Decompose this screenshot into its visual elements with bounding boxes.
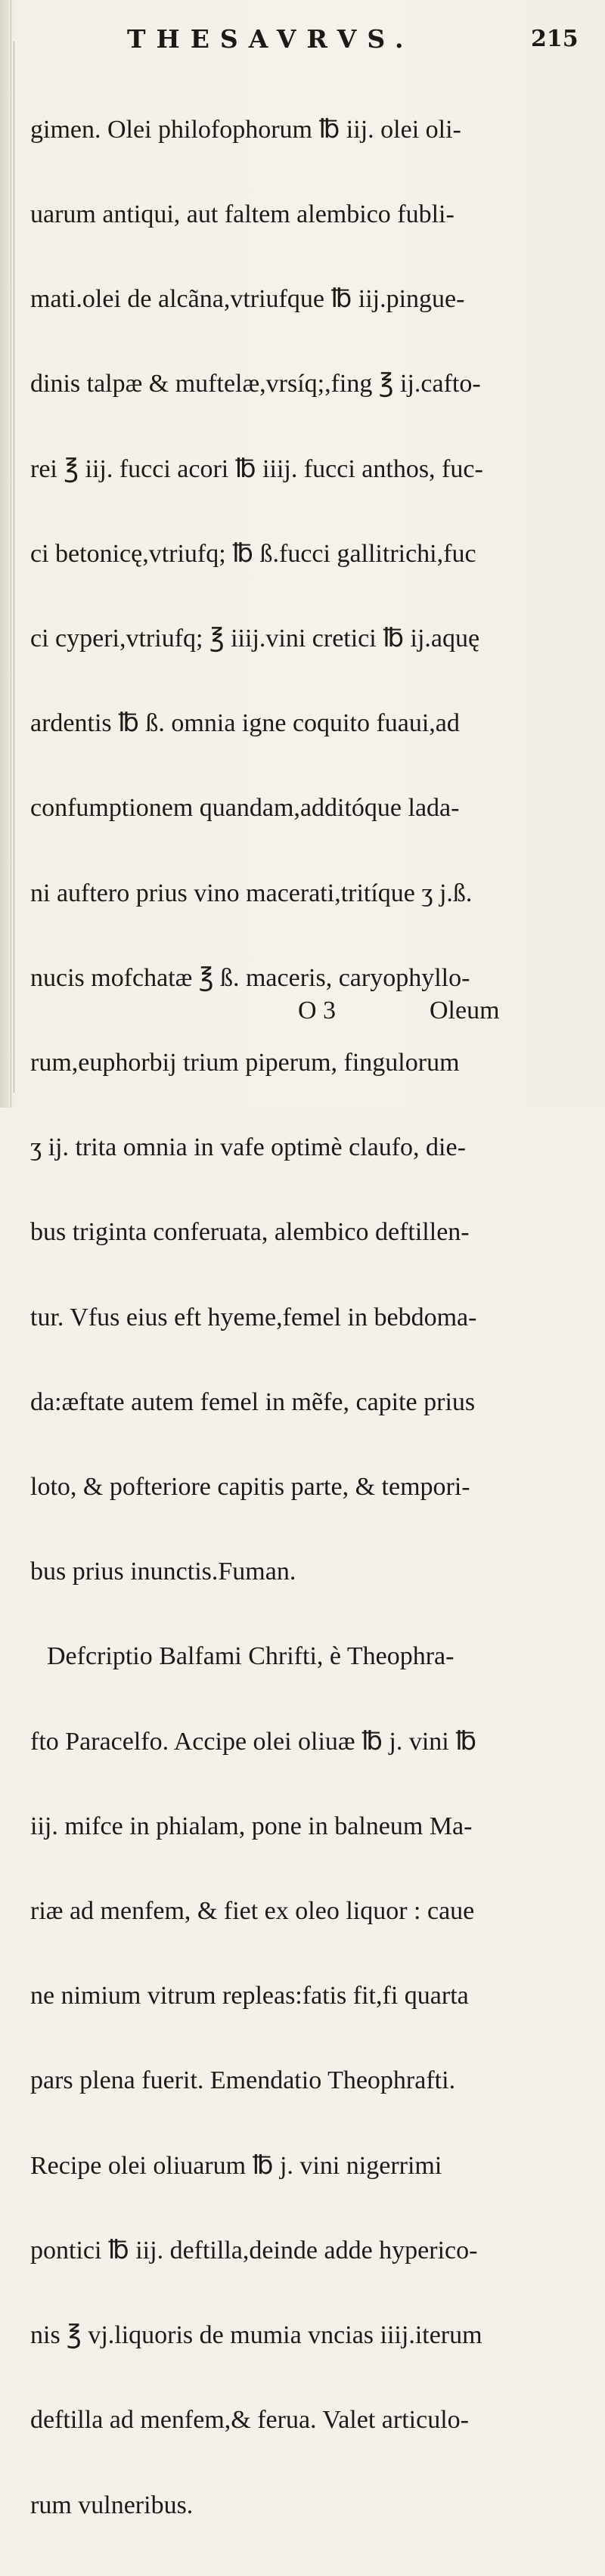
text-line: fto Paracelfo. Accipe olei oliuæ ℔ j. vini ℔ bbox=[30, 1727, 477, 1756]
text-line: nucis mofchatæ ℥ ß. maceris, caryophyllo- bbox=[30, 963, 470, 992]
text-line: loto, & pofteriore capitis parte, & tempori- bbox=[30, 1473, 470, 1502]
text-line: bus triginta conferuata, alembico deftillen- bbox=[30, 1218, 470, 1247]
text-line: da:æftate autem femel in mẽfe, capite prius bbox=[30, 1387, 476, 1416]
catchword: Oleum bbox=[430, 997, 500, 1025]
text-line: rum,euphorbij trium piperum, fingulorum bbox=[30, 1049, 460, 1077]
text-line: iij. mifce in phialam, pone in balneum Ma- bbox=[30, 1812, 473, 1840]
text-line: rei ℥ iij. fucci acori ℔ iiij. fucci anthos, fuc- bbox=[30, 454, 483, 483]
page-number: 215 bbox=[531, 26, 579, 52]
text-line: ne nimium vitrum repleas:fatis fit,fi quarta bbox=[30, 1982, 469, 2010]
signature-mark: O 3 bbox=[298, 997, 337, 1025]
text-line: mati.olei de alcãna,vtriufque ℔ iij.pingue- bbox=[30, 285, 465, 314]
text-line: ardentis ℔ ß. omnia igne coquito fuaui,ad bbox=[30, 709, 460, 738]
text-line: rum vulneribus. bbox=[30, 2491, 194, 2519]
text-line: Recipe olei oliuarum ℔ j. vini nigerrimi bbox=[30, 2151, 442, 2180]
text-line: riæ ad menfem, & fiet ex oleo liquor : caue bbox=[30, 1897, 475, 1926]
body-text bbox=[30, 59, 605, 2576]
text-line: uarum antiqui, aut faltem alembico fubli- bbox=[30, 200, 455, 229]
text-line: ni auftero prius vino macerati,tritíque ʒ j.ß. bbox=[30, 879, 473, 907]
page-header bbox=[0, 11, 605, 53]
text-line: tur. Vfus eius eft hyeme,femel in bebdoma- bbox=[30, 1303, 477, 1331]
text-line: pars plena fuerit. Emendatio Theophrafti. bbox=[30, 2066, 456, 2095]
text-line: dinis talpæ & muftelæ,vrsíq;,fing ℥ ij.cafto- bbox=[30, 370, 481, 398]
text-line: pontici ℔ iij. deftilla,deinde adde hyperico- bbox=[30, 2236, 478, 2264]
text-line: deftilla ad menfem,& ferua. Valet articulo- bbox=[30, 2406, 469, 2435]
text-line: ʒ ij. trita omnia in vafe optimè claufo, die- bbox=[30, 1133, 466, 1162]
text-line: bus prius inunctis.Fuman. bbox=[30, 1558, 296, 1586]
page-binding-edge bbox=[0, 0, 11, 1108]
text-line: confumptionem quandam,additóque lada- bbox=[30, 794, 460, 823]
text-line: ci cyperi,vtriufq; ℥ iiij.vini cretici ℔ ij.aquę bbox=[30, 625, 480, 653]
text-line: nis ℥ vj.liquoris de mumia vncias iiij.iterum bbox=[30, 2321, 482, 2350]
text-line: gimen. Olei philofophorum ℔ iij. olei oli- bbox=[30, 115, 461, 144]
text-line: ci betonicę,vtriufq; ℔ ß.fucci gallitrichi,fuc bbox=[30, 539, 476, 568]
page-footer bbox=[0, 997, 605, 1034]
running-title: THESAVRVS. bbox=[127, 24, 414, 54]
paragraph-start-line: Defcriptio Balfami Chrifti, è Theophra- bbox=[47, 1642, 455, 1671]
